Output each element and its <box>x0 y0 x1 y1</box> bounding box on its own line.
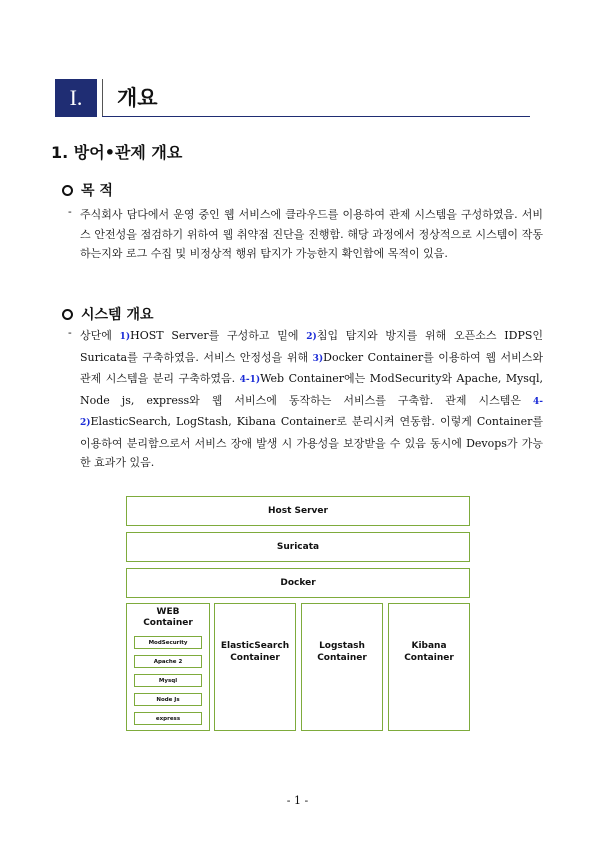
web-container-title: WEB <box>156 607 180 617</box>
section-title: 개요 <box>117 86 158 110</box>
kibana-container-box <box>388 603 470 731</box>
heading-defense-overview: 1. 방어•관제 개요 <box>51 143 183 162</box>
text-run: Docker Container를 이용하여 웹 서비스와 관제 시스템을 분리 구축하였음. <box>80 350 543 385</box>
section-underline <box>102 116 530 117</box>
purpose-title: 목 적 <box>81 183 113 199</box>
ref-marker: 4-1) <box>239 375 261 385</box>
ref-marker: 1) <box>119 332 131 342</box>
web-item-apache: Apache 2 <box>134 655 202 668</box>
web-item-express: express <box>134 712 202 725</box>
text-run: Web Container에는 ModSecurity와 Apache, Mysql, Node js, express와 웹 서비스에 동작하는 서비스를 구축함. 관제 시스템은 <box>80 372 543 407</box>
web-item-modsecurity: ModSecurity <box>134 636 202 649</box>
kibana-label: Kibana <box>411 641 447 651</box>
elasticsearch-container-label: Container <box>230 653 280 663</box>
circle-bullet-icon <box>62 309 73 320</box>
text-run: ElasticSearch, LogStash, Kibana Container로 분리시켜 연동함. 이렇게 Container를 이용하여 분리함으로서 서비스 장애 발생 시 가용성을 보장받을 수 있음 동시에 Devops가 가능한 효과가 있음. <box>80 415 543 469</box>
system-heading <box>62 304 154 324</box>
web-item-mysql: Mysql <box>134 674 202 687</box>
dash-bullet-icon: - <box>68 326 72 339</box>
dash-bullet-icon: - <box>68 205 72 218</box>
web-container-box <box>126 603 210 731</box>
text-run: 침입 탐지와 방지를 위해 오픈소스 IDPS인 Suricata를 구축하였음. 서비스 안정성을 위해 <box>80 329 544 364</box>
section-number: I. <box>55 79 97 117</box>
host-server-label: Host Server <box>268 506 328 516</box>
purpose-text: 주식회사 담다에서 운영 중인 웹 서비스에 클라우드를 이용하여 관제 시스템을 구성하였음. 서비스 안전성을 점검하기 위하여 웹 취약점 진단을 진행함. 해당 과정에서 정상적으로 시스템이 작동하는지와 로그 수집 및 비정상적 행위 탐지가 가능한지 확인함에 목적이 있음. <box>80 208 543 260</box>
suricata-box <box>126 532 470 562</box>
text-run: 상단에 <box>80 329 120 342</box>
elasticsearch-label: ElasticSearch <box>220 641 290 651</box>
suricata-label: Suricata <box>276 542 320 552</box>
host-server-box <box>126 496 470 526</box>
logstash-container-label: Container <box>317 653 367 663</box>
ref-marker: 2) <box>306 332 317 342</box>
section-separator <box>102 79 103 117</box>
circle-bullet-icon <box>62 185 73 196</box>
web-container-subtitle: Container <box>143 618 193 628</box>
purpose-heading <box>62 180 113 200</box>
web-item-nodejs: Node Js <box>134 693 202 706</box>
architecture-diagram <box>117 486 482 739</box>
logstash-container-box <box>301 603 383 731</box>
docker-label: Docker <box>280 578 316 588</box>
elasticsearch-container-box <box>214 603 296 731</box>
logstash-label: Logstash <box>319 641 365 651</box>
system-text <box>80 326 543 473</box>
ref-marker: 4-2) <box>80 396 543 428</box>
ref-marker: 3) <box>312 353 324 364</box>
text-run: HOST Server를 구성하고 밑에 <box>130 329 307 342</box>
kibana-container-label: Container <box>404 653 454 663</box>
system-title: 시스템 개요 <box>81 307 154 323</box>
page-number: - 1 - <box>286 794 309 807</box>
docker-box <box>126 568 470 598</box>
